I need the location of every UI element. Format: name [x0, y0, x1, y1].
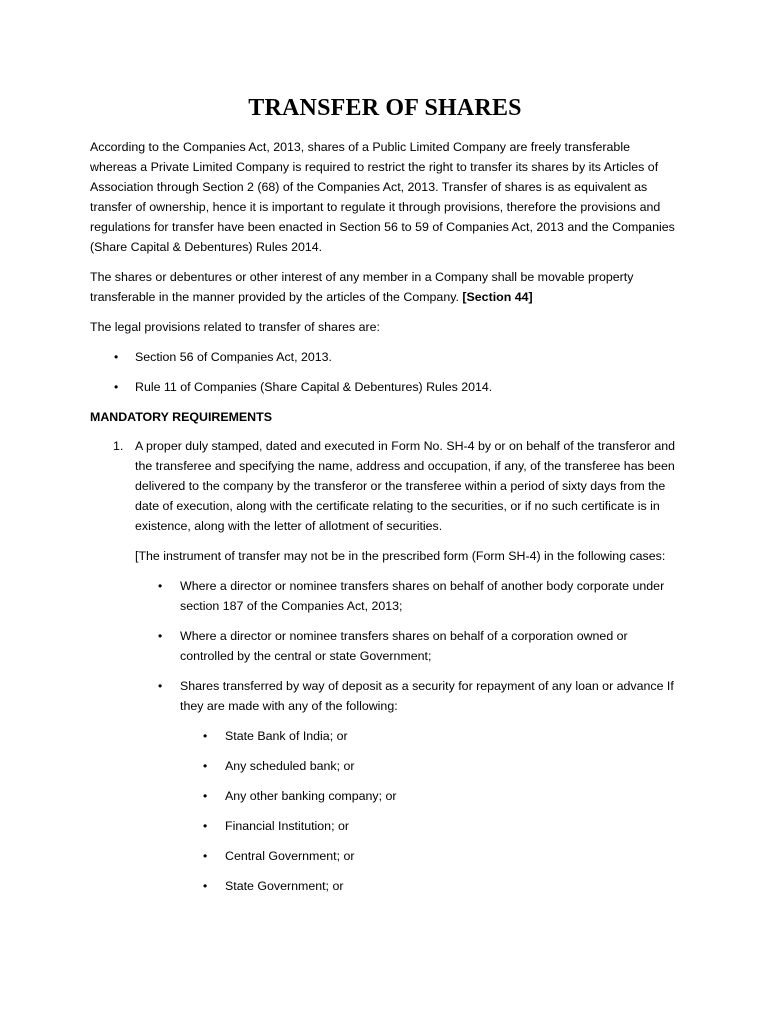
list-item: [90, 576, 680, 616]
list-item-text: Where a director or nominee transfers shares on behalf of another body corporate under section 187 of the Companies Act, 2013;: [180, 579, 665, 613]
bullet-icon: •: [203, 819, 208, 833]
intro-paragraph: According to the Companies Act, 2013, shares of a Public Limited Company are freely transferable whereas a Private Limited Company is required to restrict the right to transfer its shares by its Articles of Association through Section 2 (68) of the Companies Act, 2013. Transfer of shares is as equivalent as transfer of ownership, hence it is important to regulate it through provisions, therefore the provisions and regulations for transfer have been enacted in Section 56 to 59 of Companies Act, 2013 and the Companies (Share Capital & Debentures) Rules 2014.: [90, 140, 675, 254]
list-item: [90, 756, 680, 776]
list-item: [90, 676, 680, 716]
provisions-intro: The legal provisions related to transfer of shares are:: [90, 320, 380, 334]
list-item: [90, 846, 680, 866]
bullet-icon: •: [158, 629, 163, 643]
list-item-text: State Government; or: [225, 879, 344, 893]
section-reference: [Section 44]: [462, 290, 533, 304]
list-item-text: Rule 11 of Companies (Share Capital & Debentures) Rules 2014.: [135, 380, 493, 394]
bullet-icon: •: [203, 849, 208, 863]
list-item: [90, 377, 680, 397]
bullet-icon: •: [203, 879, 208, 893]
bullet-icon: •: [158, 579, 163, 593]
exception-cases-list: [90, 576, 680, 716]
institutions-list: [90, 726, 680, 896]
bullet-icon: •: [203, 729, 208, 743]
requirement-number: 1.: [113, 439, 124, 453]
mandatory-requirements-heading: MANDATORY REQUIREMENTS: [90, 410, 272, 424]
bullet-icon: •: [203, 759, 208, 773]
bullet-icon: •: [114, 350, 119, 364]
movable-property-text: The shares or debentures or other interest of any member in a Company shall be movable property transferable in the manner provided by the articles of the Company.: [90, 270, 634, 304]
bullet-icon: •: [114, 380, 119, 394]
list-item: [90, 626, 680, 666]
movable-property-paragraph: [90, 267, 680, 307]
document-title: TRANSFER OF SHARES: [248, 95, 522, 121]
exception-intro: [The instrument of transfer may not be in the prescribed form (Form SH-4) in the following cases:: [135, 549, 666, 563]
list-item-text: Any scheduled bank; or: [225, 759, 355, 773]
list-item-text: Where a director or nominee transfers shares on behalf of a corporation owned or controlled by the central or state Government;: [180, 629, 628, 663]
list-item-text: Any other banking company; or: [225, 789, 397, 803]
list-item-text: Central Government; or: [225, 849, 355, 863]
bullet-icon: •: [158, 679, 163, 693]
list-item-text: Financial Institution; or: [225, 819, 349, 833]
list-item-text: Section 56 of Companies Act, 2013.: [135, 350, 332, 364]
list-item-text: State Bank of India; or: [225, 729, 348, 743]
bullet-icon: •: [203, 789, 208, 803]
requirement-item: [90, 436, 680, 536]
requirement-text: A proper duly stamped, dated and executed in Form No. SH-4 by or on behalf of the transferor and the transferee and specifying the name, address and occupation, if any, of the transferee has been delivered to the company by the transferor or the transferee within a period of sixty days from the date of execution, along with the certificate relating to the securities, or if no such certificate is in existence, along with the letter of allotment of securities.: [135, 439, 675, 533]
list-item-text: Shares transferred by way of deposit as a security for repayment of any loan or advance If they are made with any of the following:: [180, 679, 674, 713]
requirements-list: [90, 436, 680, 536]
list-item: [90, 816, 680, 836]
document-page: [90, 92, 680, 906]
provisions-list: [90, 347, 680, 397]
list-item: [90, 876, 680, 896]
list-item: [90, 786, 680, 806]
list-item: [90, 726, 680, 746]
list-item: [90, 347, 680, 367]
